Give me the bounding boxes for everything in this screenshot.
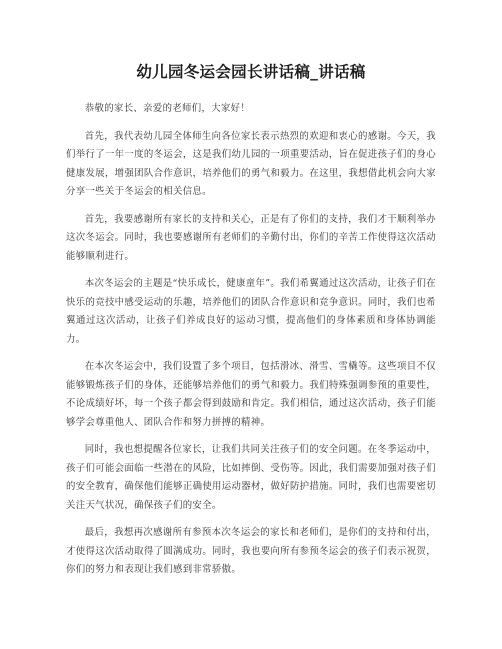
paragraph-5: 同时，我也想提醒各位家长，让我们共同关注孩子们的安全问题。在冬季运动中，孩子们可能会面临一些潜在的风险，比如摔倒、受伤等。因此，我们需要加强对孩子们的安全教育，确保他们能够正确使用运动器材，做好防护措施。同时，我们也需要密切关注天气状况，确保孩子们的安全。 [66, 444, 436, 511]
paragraph-greeting: 恭敬的家长、亲爱的老师们，大家好！ [84, 103, 251, 114]
paragraph-2: 首先，我要感谢所有家长的支持和关心，正是有了你们的支持，我们才干顺利举办这次冬运会。同时，我也要感谢所有老师们的辛勤付出，你们的辛苦工作使得这次活动能够顺利进行。 [66, 213, 436, 262]
paragraph-6: 最后，我想再次感谢所有参预本次冬运会的家长和老师们，是你们的支持和付出，才使得这次活动取得了圆满成功。同时，我也要向所有参预冬运会的孩子们表示祝贺，你们的努力和表现让我们感到非常骄傲。 [66, 527, 436, 575]
document-body [66, 100, 436, 589]
document-title: 幼儿园冬运会园长讲话稿_讲话稿 [136, 63, 366, 81]
paragraph-4: 在本次冬运会中，我们设置了多个项目，包括滑冰、滑雪、雪橇等。这些项目不仅能够锻炼孩子们的身体，还能够培养他们的勇气和毅力。我们特殊强调参预的重要性，不论成绩好坏，每一个孩子都会得到鼓励和肯定。我们相信，通过这次活动，孩子们能够学会尊重他人、团队合作和努力拼搏的精神。 [66, 361, 436, 428]
paragraph-1: 首先，我代表幼儿园全体师生向各位家长表示热烈的欢迎和衷心的感谢。今天，我们举行了一年一度的冬运会，这是我们幼儿园的一项重要活动，旨在促进孩子们的身心健康发展，增强团队合作意识，培养他们的勇气和毅力。在这里，我想借此机会向大家分享一些关于冬运会的相关信息。 [66, 130, 436, 197]
paragraph-3: 本次冬运会的主题是“快乐成长，健康童年”。我们希翼通过这次活动，让孩子们在快乐的竞技中感受运动的乐趣，培养他们的团队合作意识和竞争意识。同时，我们也希翼通过这次活动，让孩子们养成良好的运动习惯，提高他们的身体素质和身体协调能力。 [66, 278, 436, 345]
